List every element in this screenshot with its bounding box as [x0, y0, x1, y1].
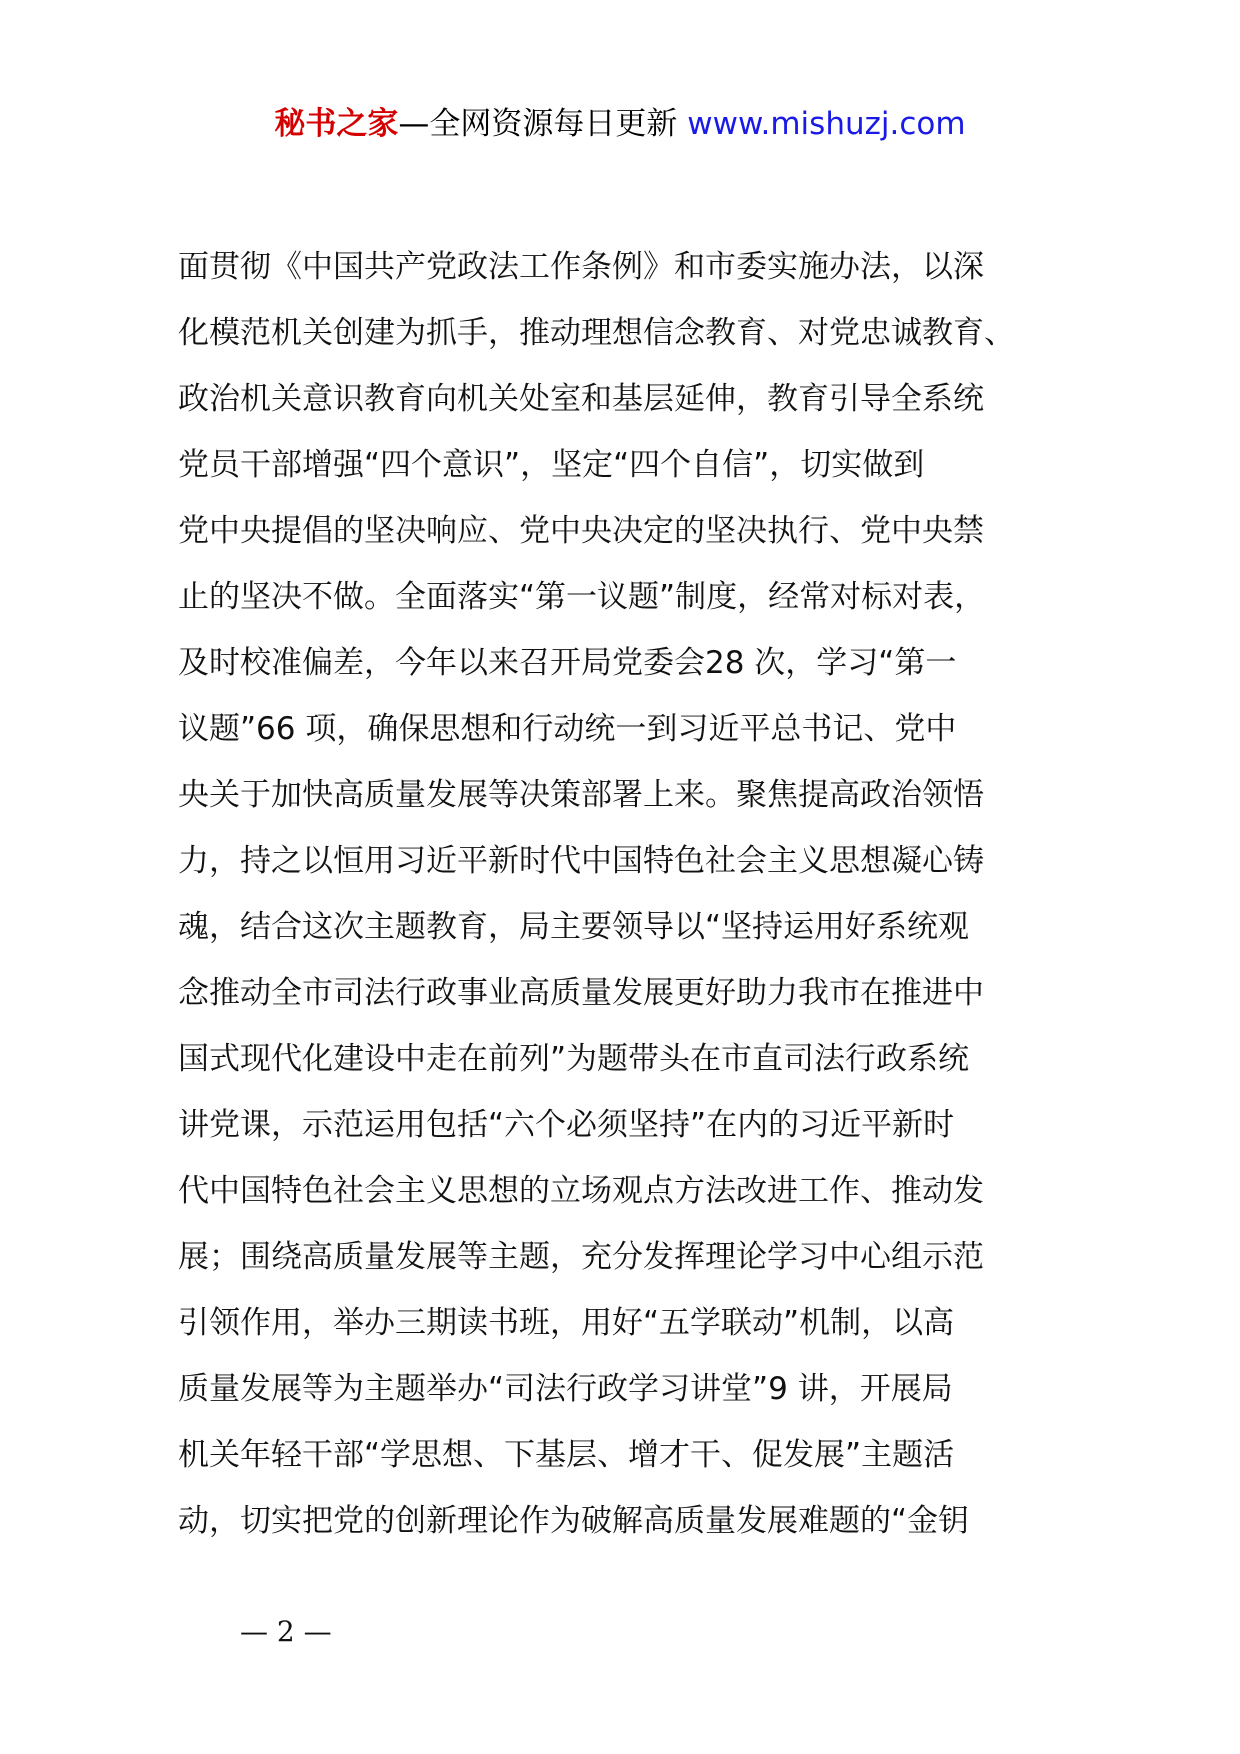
body-line: 动，切实把党的创新理论作为破解高质量发展难题的“金钥: [178, 1503, 970, 1539]
body-line: 代中国特色社会主义思想的立场观点方法改进工作、推动发: [178, 1173, 984, 1209]
body-line: 面贯彻《中国共产党政法工作条例》和市委实施办法，以深: [178, 249, 984, 285]
body-line: 党员干部增强“四个意识”，坚定“四个自信”，切实做到: [178, 447, 925, 483]
body-line: 党中央提倡的坚决响应、党中央决定的坚决执行、党中央禁: [178, 513, 984, 549]
body-line: 念推动全市司法行政事业高质量发展更好助力我市在推进中: [178, 975, 984, 1011]
body-line: 止的坚决不做。全面落实“第一议题”制度，经常对标对表，: [178, 579, 986, 615]
site-header: [0, 100, 1240, 148]
header-url[interactable]: www.mishuzj.com: [687, 106, 966, 142]
body-line: 魂，结合这次主题教育，局主要领导以“坚持运用好系统观: [178, 909, 970, 945]
body-line: 机关年轻干部“学思想、下基层、增才干、促发展”主题活: [178, 1437, 955, 1473]
header-brand: 秘书之家: [274, 106, 399, 142]
body-line: 及时校准偏差，今年以来召开局党委会28 次，学习“第一: [178, 645, 957, 681]
body-line: 国式现代化建设中走在前列”为题带头在市直司法行政系统: [178, 1041, 970, 1077]
body-line: 引领作用，举办三期读书班，用好“五学联动”机制，以高: [178, 1305, 955, 1341]
body-line: 化模范机关创建为抓手，推动理想信念教育、对党忠诚教育、: [178, 315, 1015, 351]
body-line: 展；围绕高质量发展等主题，充分发挥理论学习中心组示范: [178, 1239, 984, 1275]
page-number: — 2 —: [240, 1615, 332, 1648]
body-line: 质量发展等为主题举办“司法行政学习讲堂”9 讲，开展局: [178, 1371, 953, 1407]
body-line: 讲党课，示范运用包括“六个必须坚持”在内的习近平新时: [178, 1107, 955, 1143]
body-line: 央关于加快高质量发展等决策部署上来。聚焦提高政治领悟: [178, 777, 984, 813]
body-line: 力，持之以恒用习近平新时代中国特色社会主义思想凝心铸: [178, 843, 984, 879]
document-body: [178, 234, 1118, 1554]
body-line: 政治机关意识教育向机关处室和基层延伸，教育引导全系统: [178, 381, 984, 417]
header-tagline: —全网资源每日更新: [398, 106, 678, 142]
body-line: 议题”66 项，确保思想和行动统一到习近平总书记、党中: [178, 711, 957, 747]
